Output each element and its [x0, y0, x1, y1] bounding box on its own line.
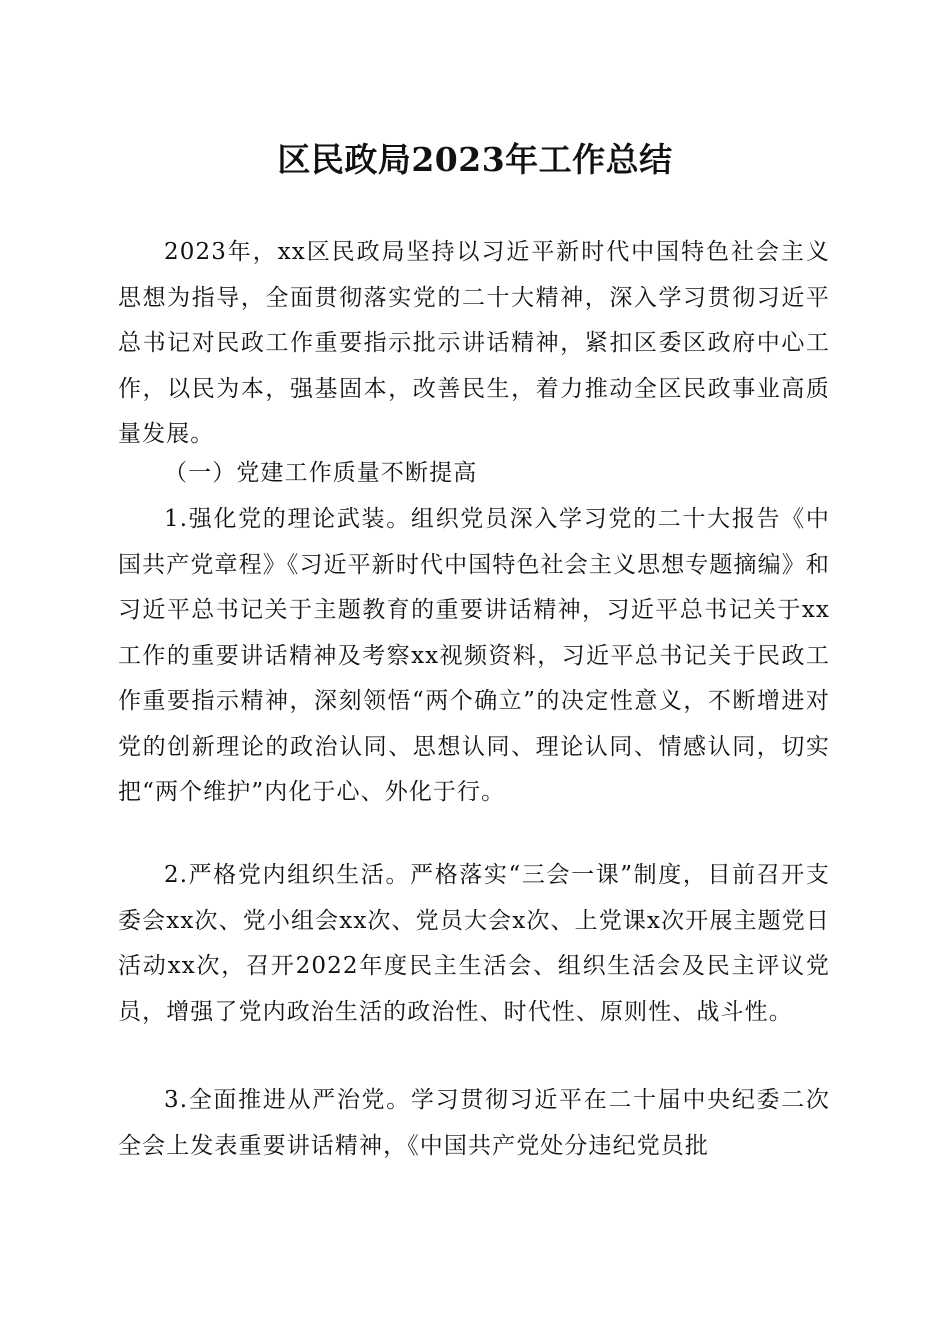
document-title: 区民政局2023年工作总结: [277, 140, 673, 179]
paragraph-item-3: 3.全面推进从严治党。学习贯彻习近平在二十届中央纪委二次全会上发表重要讲话精神，《中国共产党处分违纪党员批: [118, 1087, 830, 1159]
paragraph-item-2: 2.严格党内组织生活。严格落实“三会一课”制度，目前召开支委会xx次、党小组会xx次、党员大会x次、上党课x次开展主题党日活动xx次，召开2022年度民主生活会、组织生活会及民主评议党员，增强了党内政治生活的政治性、时代性、原则性、战斗性。: [118, 862, 830, 1025]
section-heading-party-building: （一）党建工作质量不断提高: [164, 460, 478, 486]
paragraph-item-1: 1.强化党的理论武装。组织党员深入学习党的二十大报告《中国共产党章程》《习近平新时代中国特色社会主义思想专题摘编》和习近平总书记关于主题教育的重要讲话精神，习近平总书记关于xx工作的重要讲话精神及考察xx视频资料，习近平总书记关于民政工作重要指示精神，深刻领悟“两个确立”的决定性意义，不断增进对党的创新理论的政治认同、思想认同、理论认同、情感认同，切实把“两个维护”内化于心、外化于行。: [118, 506, 830, 805]
intro-paragraph: 2023年，xx区民政局坚持以习近平新时代中国特色社会主义思想为指导，全面贯彻落实党的二十大精神，深入学习贯彻习近平总书记对民政工作重要指示批示讲话精神，紧扣区委区政府中心工作，以民为本，强基固本，改善民生，着力推动全区民政事业高质量发展。: [118, 239, 830, 447]
